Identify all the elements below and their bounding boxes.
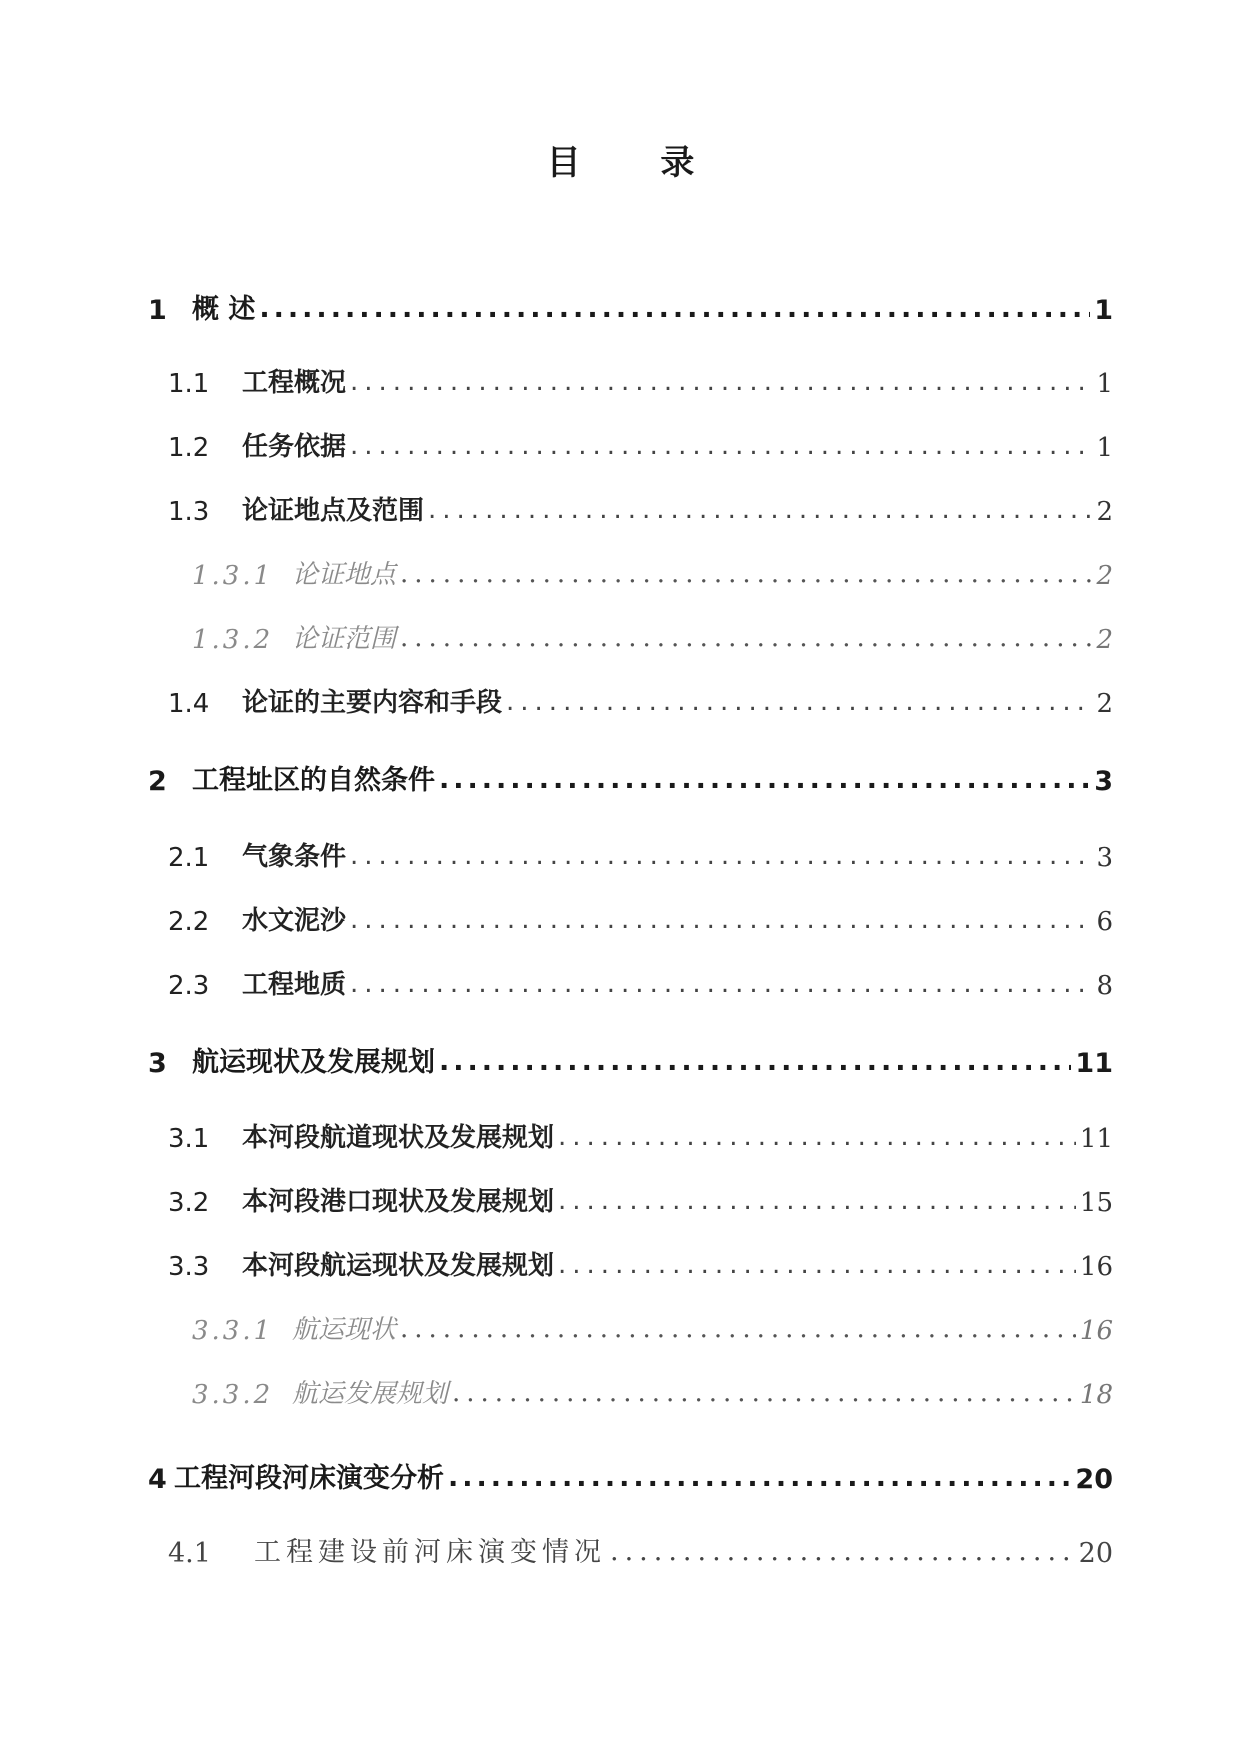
toc-entry-title: 水文泥沙 [242,906,347,936]
toc-entry-number: 4.1 [168,1538,211,1569]
toc-entry[interactable] [148,1039,1113,1079]
toc-entry[interactable] [192,551,1113,591]
toc-entry-page: 11 [1079,1124,1113,1154]
dot-leader [350,971,1092,1001]
toc-entry-title: 工程建设前河床演变情况 [254,1537,606,1568]
toc-entry-page: 2 [1096,689,1113,719]
toc-entry[interactable] [168,1529,1113,1569]
toc-entry-title: 任务依据 [242,432,347,462]
toc-entry-page: 2 [1096,497,1113,527]
toc-entry-page: 3 [1096,843,1113,873]
toc-entry-title: 航运现状及发展规划 [192,1047,435,1078]
toc-entry-title: 论证范围 [292,624,397,654]
toc-entry-page: 20 [1075,1464,1113,1495]
dot-leader [558,1188,1076,1218]
toc-entry[interactable] [168,679,1113,719]
toc-entry[interactable] [168,897,1113,937]
toc-entry-page: 1 [1094,295,1113,326]
toc-entry[interactable] [168,1114,1113,1154]
page-title: 目 录 [546,143,729,183]
toc-entry-page: 18 [1079,1380,1113,1410]
dot-leader [439,1048,1071,1079]
toc-entry[interactable] [168,1178,1113,1218]
toc-entry-number: 1.2 [168,433,210,463]
toc-entry-number: 3.3.2 [192,1380,274,1410]
toc-entry-number: 2 [148,766,167,797]
toc-entry-page: 16 [1079,1252,1113,1282]
dot-leader [448,1464,1071,1495]
toc-entry[interactable] [168,833,1113,873]
toc-entry-title: 工程址区的自然条件 [192,765,435,796]
toc-entry-title: 论证的主要内容和手段 [242,688,503,718]
toc-entry-number: 1.1 [168,369,210,399]
dot-leader [400,561,1092,591]
toc-entry-page: 20 [1078,1538,1113,1569]
toc-entry-number: 2.1 [168,843,210,873]
dot-leader [400,625,1092,655]
toc-entry-number: 2.2 [168,907,210,937]
toc-entry-number: 2.3 [168,971,210,1001]
toc-entry-title: 工程河段河床演变分析 [174,1463,444,1494]
dot-leader [452,1380,1076,1410]
dot-leader [610,1538,1075,1569]
toc-entry-page: 11 [1075,1048,1113,1079]
toc-entry-page: 2 [1096,625,1113,655]
toc-entry-number: 4 [148,1464,167,1495]
toc-entry[interactable] [168,961,1113,1001]
toc-entry-number: 1.3.1 [192,561,274,591]
toc-entry-page: 16 [1079,1316,1113,1346]
toc-entry-page: 1 [1096,433,1113,463]
toc-entry-title: 航运现状 [292,1315,397,1345]
toc-entry-number: 3 [148,1048,167,1079]
toc-entry-title: 概 述 [192,294,256,325]
toc-entry-page: 6 [1096,907,1113,937]
toc-entry-number: 1.3 [168,497,210,527]
dot-leader [439,766,1090,797]
toc-entry-title: 本河段港口现状及发展规划 [242,1187,555,1217]
toc-entry-title: 工程概况 [242,368,347,398]
toc-entry[interactable] [168,359,1113,399]
toc-entry[interactable] [148,757,1113,797]
toc-entry[interactable] [148,1455,1113,1495]
dot-leader [400,1316,1076,1346]
toc-entry-page: 15 [1079,1188,1113,1218]
dot-leader [350,433,1092,463]
dot-leader [558,1124,1076,1154]
dot-leader [428,497,1092,527]
dot-leader [350,369,1092,399]
toc-entry-page: 1 [1096,369,1113,399]
toc-entry-title: 气象条件 [242,842,347,872]
toc-entry-number: 1.4 [168,689,210,719]
toc-entry-title: 航运发展规划 [292,1379,449,1409]
toc-entry-page: 3 [1094,766,1113,797]
toc-entry-title: 论证地点 [292,560,397,590]
toc-entry-title: 论证地点及范围 [242,496,425,526]
dot-leader [350,843,1092,873]
toc-entry[interactable] [192,615,1113,655]
toc-entry-title: 本河段航道现状及发展规划 [242,1123,555,1153]
dot-leader [506,689,1092,719]
toc-entry-page: 2 [1096,561,1113,591]
toc-entry[interactable] [192,1370,1113,1410]
toc-entry-number: 1.3.2 [192,625,274,655]
dot-leader [350,907,1092,937]
toc-entry-number: 1 [148,295,167,326]
toc-entry-number: 3.3.1 [192,1316,274,1346]
toc-entry[interactable] [168,423,1113,463]
toc-entry-title: 工程地质 [242,970,347,1000]
toc-entry-number: 3.2 [168,1188,210,1218]
toc-entry-number: 3.3 [168,1252,210,1282]
toc-entry-page: 8 [1096,971,1113,1001]
dot-leader [558,1252,1076,1282]
toc-entry-title: 本河段航运现状及发展规划 [242,1251,555,1281]
toc-entry-number: 3.1 [168,1124,210,1154]
dot-leader [259,295,1090,326]
toc-entry[interactable] [192,1306,1113,1346]
toc-entry[interactable] [168,487,1113,527]
toc-entry[interactable] [168,1242,1113,1282]
toc-entry[interactable] [148,286,1113,326]
